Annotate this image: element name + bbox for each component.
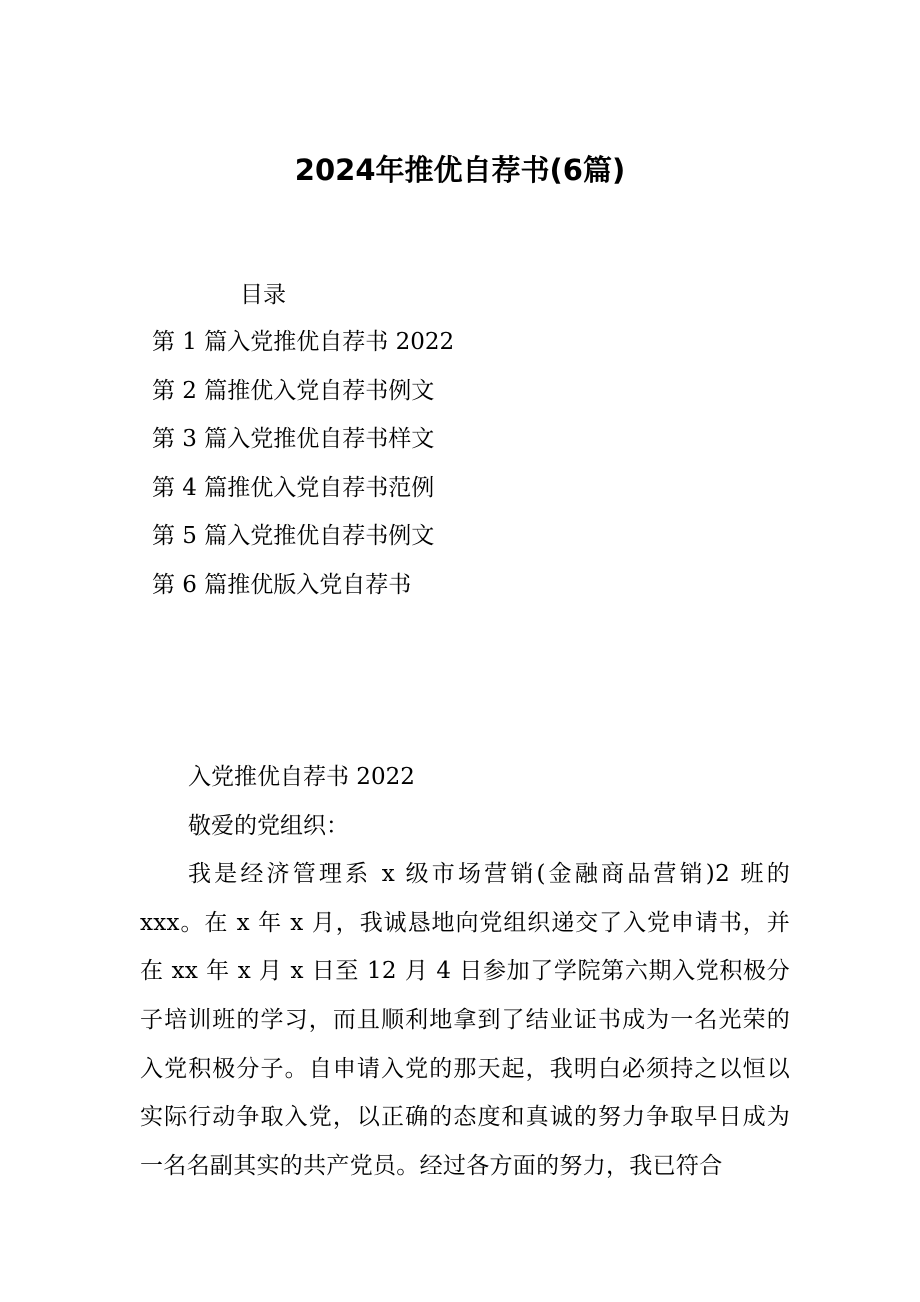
toc-item-2: 第 2 篇推优入党自荐书例文	[152, 377, 435, 404]
article-heading: 入党推优自荐书 2022	[188, 764, 415, 790]
toc-heading: 目录	[240, 282, 286, 308]
article-salutation: 敬爱的党组织：	[188, 812, 349, 839]
toc-list	[152, 325, 454, 617]
article	[140, 760, 790, 1190]
toc-item-5: 第 5 篇入党推优自荐书例文	[152, 523, 435, 550]
toc-item-1: 第 1 篇入党推优自荐书 2022	[152, 329, 455, 355]
toc-item-3: 第 3 篇入党推优自荐书样文	[152, 426, 435, 453]
document-title: 2024年推优自荐书(6篇)	[294, 153, 626, 187]
toc-item-4: 第 4 篇推优入党自荐书范例	[152, 474, 435, 501]
toc-item-6: 第 6 篇推优版入党自荐书	[152, 571, 412, 598]
article-body: 我是经济管理系 x 级市场营销(金融商品营销)2 班的 xxx。在 x 年 x 月，我诚恳地向党组织递交了入党申请书，并在 xx 年 x 月 x 日至 12 月 4 日参加了学院第六期入党积极分子培训班的学习，而且顺利地拿到了结业证书成为一名光荣的入党积极分子。自申请入党的那天起，我明白必须持之以恒以实际行动争取入党，以正确的态度和真诚的努力争取早日成为一名名副其实的共产党员。经过各方面的努力，我已符合	[140, 861, 790, 1179]
